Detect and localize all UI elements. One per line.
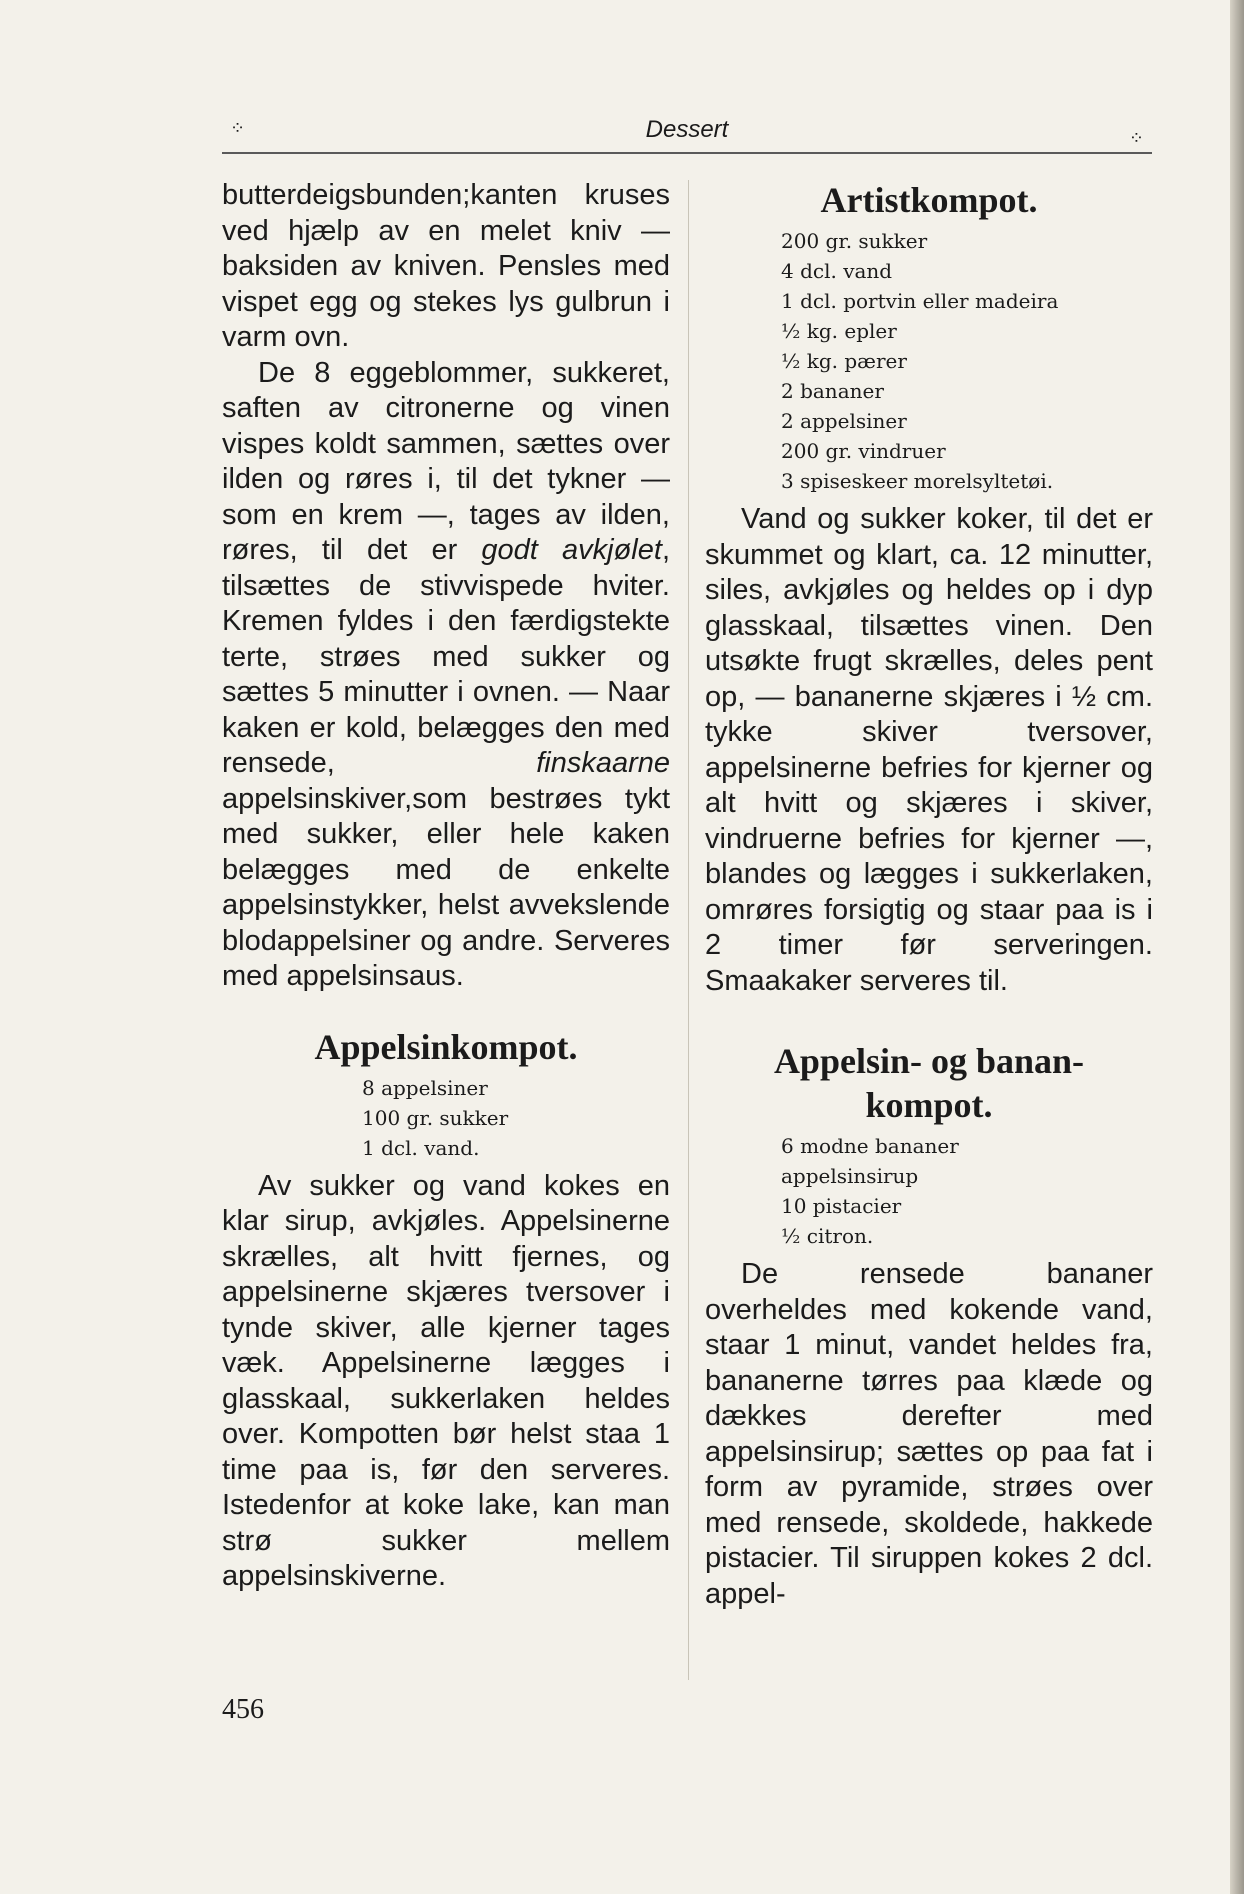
emphasis: godt avkjølet [481, 534, 662, 566]
ingredient: ½ kg. epler [781, 319, 897, 343]
ingredient: 6 modne bananer [781, 1134, 959, 1158]
ingredient-list [705, 1131, 1153, 1251]
continued-paragraph: butterdeigsbunden;kanten kruses ved hjælp av en melet kniv — baksiden av kniven. Pensles med vispet egg og stekes lys gulbrun i varm ovn. [222, 179, 670, 353]
ingredient: ½ citron. [781, 1224, 874, 1248]
ingredient: 3 spiseskeer morelsyltetøi. [781, 469, 1054, 493]
ornament-left-icon: ⁘ [230, 118, 246, 138]
ornament-right-icon: ⁘ [1128, 128, 1144, 148]
running-header [222, 110, 1152, 154]
ingredient: 10 pistacier [781, 1194, 902, 1218]
recipe-text: De rensede bananer overheldes med kokende vand, staar 1 minut, vandet heldes fra, bananerne tørres paa klæde og dækkes derefter med appelsinsirup; sættes op paa fat i form av pyramide, strøes over med rensede, skoldede, hakkede pistacier. Til siruppen kokes 2 dcl. appel- [705, 1258, 1153, 1610]
page-number: 456 [222, 1694, 264, 1725]
ingredient: 8 appelsiner [362, 1075, 488, 1100]
column-divider [688, 180, 689, 1680]
ingredient: 200 gr. sukker [781, 229, 928, 253]
ingredient: 4 dcl. vand [781, 259, 893, 283]
ingredient: 100 gr. sukker [362, 1105, 509, 1130]
ingredient: 2 appelsiner [781, 409, 907, 433]
ingredient: 200 gr. vindruer [781, 439, 946, 463]
page-edge [1230, 0, 1244, 1894]
ingredient: 1 dcl. portvin eller madeira [781, 289, 1059, 313]
right-column [705, 178, 1153, 1612]
emphasis: finskaarne [536, 747, 670, 779]
recipe-title: Appelsinkompot. [314, 1026, 578, 1067]
ingredient-list [222, 1073, 670, 1163]
recipe-title: Artistkompot. [820, 180, 1038, 220]
ingredient: 1 dcl. vand. [362, 1135, 480, 1160]
ingredient: 2 bananer [781, 379, 884, 403]
recipe-title: Appelsin- og banan- kompot. [773, 1041, 1085, 1125]
paragraph: De 8 eggeblommer, sukkeret, saften av citronerne og vinen vispes koldt sammen, sættes over ilden og røres i, til det tykner — som en krem —, tages av ilden, røres, til det er godt avkjølet, tilsættes de stivvispede hviter. Kremen fyldes i den færdigstekte terte, strøes med sukker og sættes 5 minutter i ovnen. — Naar kaken er kold, belægges den med rensede, finskaarne appelsinskiver,som bestrøes tykt med sukker, eller hele kaken belægges med de enkelte appelsinstykker, helst avvekslende blodappelsiner og andre. Serveres med appelsinsaus. [222, 356, 670, 992]
recipe-text: Av sukker og vand kokes en klar sirup, avkjøles. Appelsinerne skrælles, alt hvitt fjernes, og appelsinerne skjæres tversover i tynde skiver, alle kjerner tages væk. Appelsinerne lægges i glasskaal, sukkerlaken heldes over. Kompotten bør helst staa 1 time paa is, før den serveres. Istedenfor at koke lake, kan man strø sukker mellem appelsinskiverne. [222, 1169, 670, 1592]
ingredient: appelsinsirup [781, 1164, 919, 1188]
left-column [222, 178, 670, 1595]
recipe-text: Vand og sukker koker, til det er skummet og klart, ca. 12 minutter, siles, avkjøles og heldes op i dyp glasskaal, tilsættes vinen. Den utsøkte frugt skrælles, deles pent op, — bananerne skjæres i ½ cm. tykke skiver tversover, appelsinerne befries for kjerner og alt hvitt og skjæres i skiver, vindruerne befries for kjerner —, blandes og lægges i sukkerlaken, omrøres forsigtig og staar paa is i 2 timer før serveringen. Smaakaker serveres til. [705, 503, 1153, 997]
ingredient: ½ kg. pærer [781, 349, 907, 373]
ingredient-list [705, 226, 1153, 496]
running-header-title: Dessert [645, 116, 729, 143]
